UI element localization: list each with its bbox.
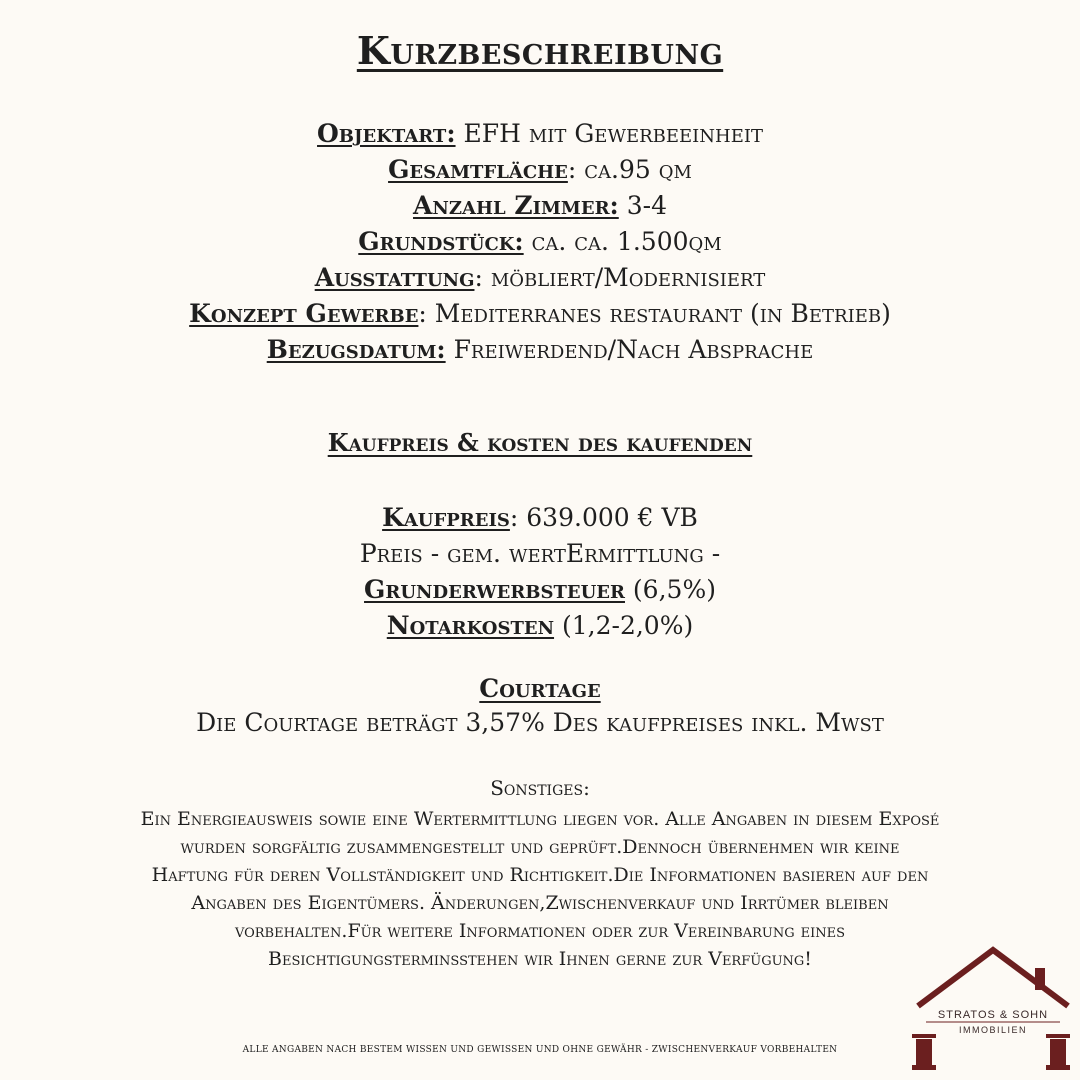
price-block: [0, 500, 1080, 644]
costs-heading: Kaufpreis & kosten des kaufenden: [327, 428, 753, 457]
fact-grundstueck: Grundstück: ca. ca. 1.500qm: [358, 227, 722, 256]
fact-ausstattung: Ausstattung: möbliert/Modernisiert: [314, 263, 766, 292]
page-title: Kurzbeschreibung: [356, 28, 724, 73]
roof-icon: [918, 950, 1068, 1006]
price-note: Preis - gem. wertErmittlung -: [359, 539, 721, 568]
courtage-heading: Courtage: [479, 674, 601, 703]
fact-konzept: Konzept Gewerbe: Mediterranes restaurant (in Betrieb): [189, 299, 891, 328]
misc-line: Haftung für deren Vollständigkeit und Richtigkeit.Die Informationen basieren auf den: [151, 864, 929, 886]
fact-bezugsdatum: Bezugsdatum: Freiwerdend/Nach Absprache: [266, 335, 814, 364]
company-logo: [908, 944, 1078, 1074]
logo-name: STRATOS & SOHN: [937, 1009, 1049, 1021]
fact-objektart: Objektart: EFH mit Gewerbeeinheit: [317, 119, 763, 148]
facts-list: [0, 116, 1080, 368]
price-row: Kaufpreis: 639.000 € VB: [382, 503, 698, 532]
courtage-text: Die Courtage beträgt 3,57% Des kaufpreises inkl. Mwst: [196, 708, 884, 737]
fact-gesamtflaeche: Gesamtfläche: ca.95 qm: [388, 155, 692, 184]
misc-heading: Sonstiges:: [490, 776, 590, 800]
misc-line: wurden sorgfältig zusammengestellt und geprüft.Dennoch übernehmen wir keine: [180, 836, 900, 858]
misc-line: Besichtigungsterminsstehen wir Ihnen gerne zur Verfügung!: [268, 948, 812, 970]
logo-sub: IMMOBILIEN: [958, 1025, 1028, 1035]
column-right-icon: [1046, 1034, 1070, 1070]
tax-row: Grunderwerbsteuer (6,5%): [364, 575, 716, 604]
disclaimer-footer: ALLE ANGABEN NACH BESTEM WISSEN UND GEWISSEN UND OHNE GEWÄHR - ZWISCHENVERKAUF VORBEHALTEN: [242, 1045, 838, 1055]
fact-zimmer: Anzahl Zimmer: 3-4: [413, 191, 667, 220]
misc-line: Angaben des Eigentümers. Änderungen,Zwischenverkauf und Irrtümer bleiben: [191, 892, 889, 914]
misc-line: Ein Energieausweis sowie eine Wertermittlung liegen vor. Alle Angaben in diesem Exposé: [140, 808, 940, 830]
notary-row: Notarkosten (1,2-2,0%): [386, 611, 694, 640]
misc-line: vorbehalten.Für weitere Informationen oder zur Vereinbarung eines: [234, 920, 846, 942]
column-left-icon: [912, 1034, 936, 1070]
chimney-icon: [1035, 968, 1045, 990]
